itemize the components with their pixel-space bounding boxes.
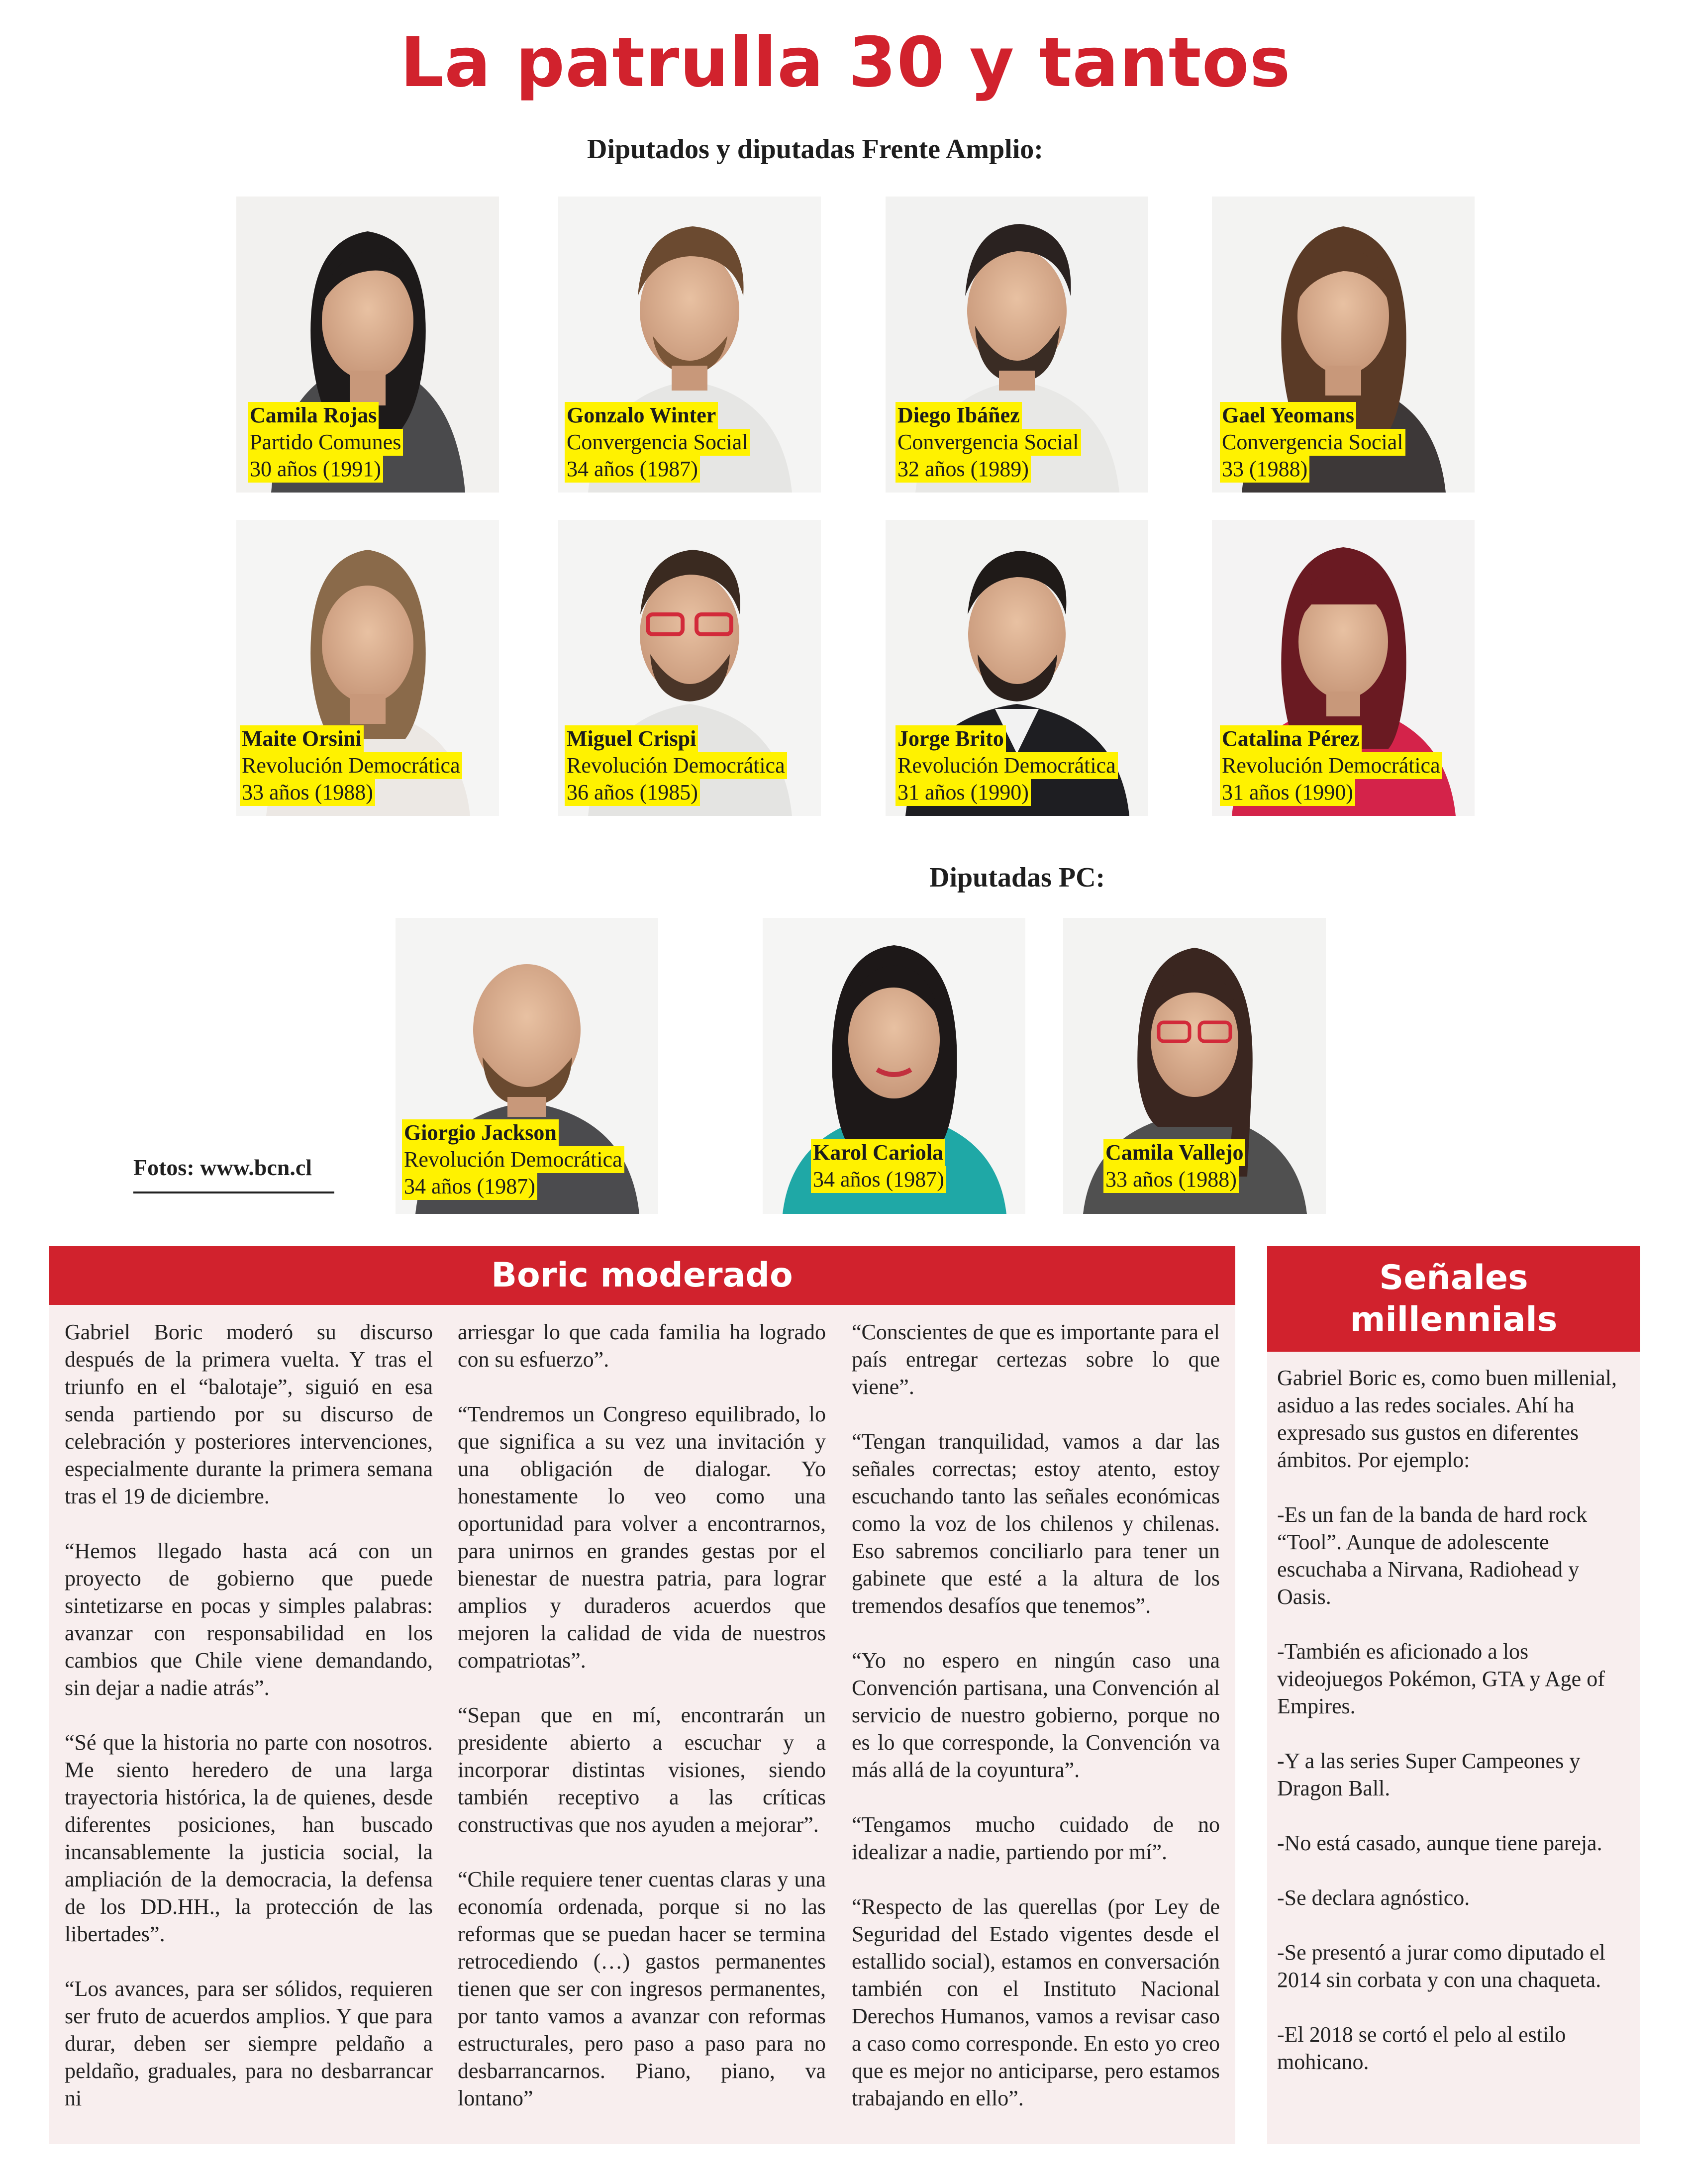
paragraph: -Y a las series Super Campeones y Dragon Ball. xyxy=(1277,1749,1581,1800)
paragraph: “Hemos llegado hasta acá con un proyecto de gobierno que puede sintetizarse en pocas y simples palabras: avanzar con responsabilidad en los cambios que Chile viene demandando, sin dejar a nadie atrás”. xyxy=(65,1539,433,1700)
paragraph: “Tengamos mucho cuidado de no idealizar a nadie, partiendo por mí”. xyxy=(852,1812,1220,1864)
paragraph: -Se presentó a jurar como diputado el 2014 sin corbata y con una chaqueta. xyxy=(1277,1940,1605,1992)
paragraph: “Respecto de las querellas (por Ley de Seguridad del Estado vigentes desde el estallido social), estamos en conversación también con el Instituto Nacional Derechos Humanos, vamos a revisar caso a caso como corresponde. En esto yo creo que es mejor no anticiparse, pero estamos trabajando en ello”. xyxy=(852,1894,1220,2110)
deputy-name: Giorgio Jackson xyxy=(402,1119,559,1146)
paragraph: “Sé que la historia no parte con nosotros. Me siento heredero de una larga trayectoria histórica, la de quienes, desde diferentes posiciones, han buscado incansablemente la justicia social, la ampliación de la democracia, la defensa de los DD.HH., la protección de las libertades”. xyxy=(65,1730,433,1946)
deputy-age: 33 años (1988) xyxy=(1103,1166,1239,1193)
deputy-age: 34 años (1987) xyxy=(811,1166,946,1193)
boric-column-3 xyxy=(852,1318,1220,2112)
deputy-party: Convergencia Social xyxy=(1220,429,1405,456)
millennials-text xyxy=(1277,1364,1630,2103)
heading-line: millennials xyxy=(1350,1300,1558,1339)
paragraph: “Tendremos un Congreso equilibrado, lo que significa a su vez una invitación y una obligación de dialogar. Yo honestamente lo veo como una oportunidad para volver a encontrarnos, para unirnos en grandes gestas por el bienestar de nuestra patria, para lograr amplios y duraderos acuerdos que mejoren la calidad de vida de nuestros compatriotas”. xyxy=(458,1402,826,1673)
caption-catalina-perez xyxy=(1220,725,1442,806)
deputy-name: Catalina Pérez xyxy=(1220,725,1362,752)
paragraph: -También es aficionado a los videojuegos Pokémon, GTA y Age of Empires. xyxy=(1277,1639,1605,1718)
deputy-party: Revolución Democrática xyxy=(240,752,462,779)
deputy-age: 33 años (1988) xyxy=(240,779,375,806)
paragraph: “Chile requiere tener cuentas claras y una economía ordenada, porque si no las reformas que se puedan hacer se termina retrocediendo (…) gastos permanentes tienen que ser con ingresos permanentes, por tanto vamos a avanzar con reformas estructurales, pero paso a paso para no desbarrancarnos. Piano, piano, va lontano” xyxy=(458,1867,826,2110)
deputy-name: Camila Vallejo xyxy=(1103,1139,1245,1166)
boric-column-2 xyxy=(458,1318,826,2112)
paragraph: “Los avances, para ser sólidos, requieren ser fruto de acuerdos amplios. Y que para durar, deben ser siempre peldaño a peldaño, graduales, para no desbarrancar ni xyxy=(65,1977,433,2110)
boric-column-1 xyxy=(65,1318,433,2112)
paragraph: “Yo no espero en ningún caso una Convención partisana, una Convención al servicio de nuestro gobierno, porque no es lo que corresponde, la Convención va más allá de la coyuntura”. xyxy=(852,1648,1220,1782)
deputy-age: 31 años (1990) xyxy=(895,779,1031,806)
deputy-party: Revolución Democrática xyxy=(895,752,1118,779)
paragraph: -El 2018 se cortó el pelo al estilo mohicano. xyxy=(1277,2022,1566,2074)
paragraph: -No está casado, aunque tiene pareja. xyxy=(1277,1831,1602,1855)
caption-karol-cariola xyxy=(811,1139,946,1193)
deputy-age: 32 años (1989) xyxy=(895,456,1031,483)
deputy-name: Diego Ibáñez xyxy=(895,402,1022,429)
deputy-name: Gael Yeomans xyxy=(1220,402,1356,429)
deputy-name: Gonzalo Winter xyxy=(565,402,718,429)
deputy-party: Revolución Democrática xyxy=(402,1146,624,1173)
caption-maite-orsini xyxy=(240,725,462,806)
deputy-age: 31 años (1990) xyxy=(1220,779,1355,806)
paragraph: arriesgar lo que cada familia ha logrado con su esfuerzo”. xyxy=(458,1320,826,1372)
caption-camila-vallejo xyxy=(1103,1139,1245,1193)
caption-camila-rojas xyxy=(248,402,403,483)
deputy-party: Revolución Democrática xyxy=(1220,752,1442,779)
paragraph: -Se declara agnóstico. xyxy=(1277,1886,1470,1910)
deputy-name: Miguel Crispi xyxy=(565,725,698,752)
heading-line: Señales xyxy=(1379,1258,1528,1297)
deputy-age: 34 años (1987) xyxy=(565,456,700,483)
deputy-party: Revolución Democrática xyxy=(565,752,787,779)
deputy-name: Karol Cariola xyxy=(811,1139,945,1166)
deputy-party: Convergencia Social xyxy=(895,429,1081,456)
caption-miguel-crispi xyxy=(565,725,787,806)
pc-heading: Diputadas PC: xyxy=(929,862,1105,893)
caption-gonzalo-winter xyxy=(565,402,750,483)
deputy-party: Convergencia Social xyxy=(565,429,750,456)
deputy-age: 30 años (1991) xyxy=(248,456,383,483)
paragraph: Gabriel Boric es, como buen millenial, asiduo a las redes sociales. Ahí ha expresado sus gustos en diferentes ámbitos. Por ejemplo: xyxy=(1277,1366,1617,1472)
millennials-heading xyxy=(1267,1246,1640,1352)
page-title: La patrulla 30 y tantos xyxy=(400,22,1291,102)
caption-jorge-brito xyxy=(895,725,1118,806)
frente-amplio-heading: Diputados y diputadas Frente Amplio: xyxy=(587,134,1043,165)
paragraph: “Sepan que en mí, encontrarán un presidente abierto a escuchar y a incorporar distintas visiones, siendo también receptivo a las críticas constructivas que nos ayuden a mejorar”. xyxy=(458,1703,826,1837)
deputy-age: 34 años (1987) xyxy=(402,1173,537,1200)
paragraph: -Es un fan de la banda de hard rock “Tool”. Aunque de adolescente escuchaba a Nirvana, Radiohead y Oasis. xyxy=(1277,1502,1588,1609)
deputy-name: Camila Rojas xyxy=(248,402,379,429)
deputy-name: Jorge Brito xyxy=(895,725,1006,752)
deputy-name: Maite Orsini xyxy=(240,725,364,752)
photo-credit: Fotos: www.bcn.cl xyxy=(133,1154,334,1193)
deputy-age: 36 años (1985) xyxy=(565,779,700,806)
deputy-party: Partido Comunes xyxy=(248,429,403,456)
boric-moderado-heading: Boric moderado xyxy=(49,1246,1235,1305)
paragraph: “Tengan tranquilidad, vamos a dar las señales correctas; estoy atento, estoy escuchando tanto las señales económicas como la voz de los chilenos y chilenas. Eso sabremos conciliarlo para tener un gabinete que esté a la altura de los tremendos desafíos que tenemos”. xyxy=(852,1429,1220,1618)
caption-diego-ibanez xyxy=(895,402,1081,483)
caption-gael-yeomans xyxy=(1220,402,1405,483)
deputy-age: 33 (1988) xyxy=(1220,456,1309,483)
caption-giorgio-jackson xyxy=(402,1119,624,1200)
paragraph: Gabriel Boric moderó su discurso después de la primera vuelta. Y tras el triunfo en el “balotaje”, siguió en esa senda partiendo por su discurso de celebración y posteriores intervenciones, especialmente durante la primera semana tras el 19 de diciembre. xyxy=(65,1320,433,1508)
paragraph: “Conscientes de que es importante para el país entregar certezas sobre lo que viene”. xyxy=(852,1320,1220,1399)
